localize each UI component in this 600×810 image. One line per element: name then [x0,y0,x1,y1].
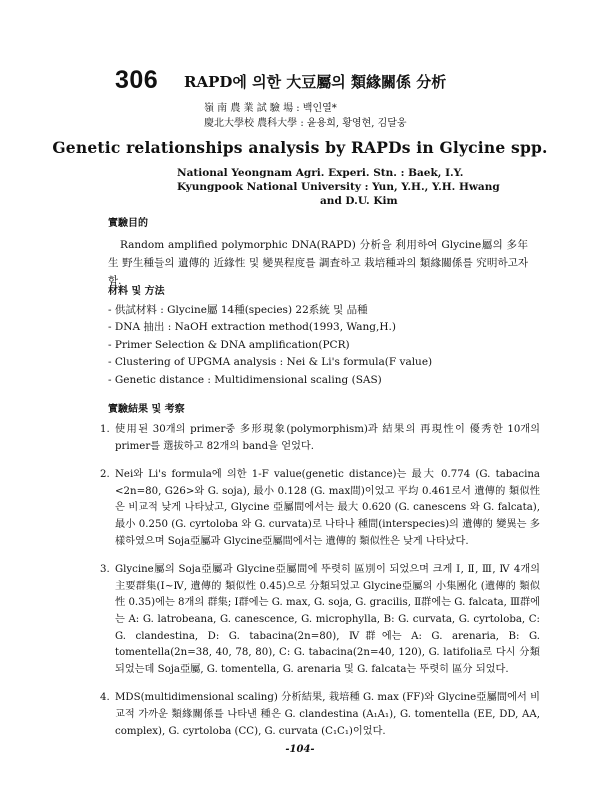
list-item: - Primer Selection & DNA amplification(PCR) [108,338,350,351]
english-author-line: National Yeongnam Agri. Experi. Stn. : Baek, I.Y. [177,167,464,179]
result-item [100,562,540,678]
result-item-text: MDS(multidimensional scaling) 分析結果, 栽培種 G. max (FF)와 Glycine亞屬間에서 비교적 가까운 類緣關係를 나타낸 種은 G. clandestina (A₁A₁), G. tomentella (EE, DD, AA, complex), G. cyrtoloba (CC), G. curvata (C₁C₁)이었다. [115,692,540,737]
korean-author-line: 嶺 南 農 業 試 驗 場 : 백인열* [204,103,337,114]
result-item-text: Glycine屬의 Soja亞屬과 Glycine亞屬間에 뚜렷히 區別이 되었으며 크게 Ⅰ, Ⅱ, Ⅲ, Ⅳ 4개의 主要群集(Ⅰ~Ⅳ, 遺傳的 類似性 0.45)으로 分類되었고 Glycine亞屬의 小集團化 (遺傳的 類似性 0.35)에는 8개의 群集; Ⅰ群에는 G. max, G. soja, G. gracilis, Ⅱ群에는 G. falcata, Ⅲ群에는 A: G. latrobeana, G. canescence, G. microphylla, B: G. curvata, G. cyrtoloba, C: G. clandestina, D: G. tabacina(2n=80), Ⅳ群에는 A: G. arenaria, B: G. tomentella(2n=38, 40, 78, 80), C: G. tabacina(2n=40, 120), G. latifolia로 다시 分類되었는데 Soja亞屬, G. tomentella, G. arenaria 및 G. falcata는 뚜렷히 區分 되었다. [115,564,540,675]
list-item: - Genetic distance : Multidimensional scaling (SAS) [108,373,382,386]
page-number: -104- [285,744,315,755]
result-item [100,422,540,455]
result-item-number: 2. [100,469,110,481]
objective-text: Random amplified polymorphic DNA(RAPD) 分析을 利用하여 Glycine屬의 多年生 野生種들의 遺傳的 近緣性 및 變異程度를 調査하고 栽培種과의 類緣關係를 究明하고자함. [108,239,528,287]
korean-author-line: 慶北大學校 農科大學 : 윤용희, 황영현, 김달웅 [204,118,407,129]
result-item [100,690,540,740]
english-title: Genetic relationships analysis by RAPDs in Glycine spp. [52,138,548,157]
english-author-line: Kyungpook National University : Yun, Y.H., Y.H. Hwang [177,181,500,193]
results-list [100,422,540,752]
english-authors [177,166,500,208]
result-item-number: 3. [100,564,110,576]
english-author-line: and D.U. Kim [320,195,398,207]
list-item: - Clustering of UPGMA analysis : Nei & Li's formula(F value) [108,356,433,369]
abstract-number: 306 [115,66,159,94]
result-item [100,467,540,550]
list-item: - 供試材料 : Glycine屬 14種(species) 22系統 및 品種 [108,304,368,316]
objective-heading: 實驗目的 [108,218,148,229]
korean-title: RAPD에 의한 大豆屬의 類緣關係 分析 [184,73,447,91]
result-item-text: 使用된 30개의 primer중 多形現象(polymorphism)과 結果의 再現性이 優秀한 10개의 primer를 選拔하고 82개의 band을 얻었다. [115,424,540,452]
results-heading: 實驗結果 및 考察 [108,404,185,415]
result-item-text: Nei와 Li's formula에 의한 1-F value(genetic distance)는 最大 0.774 (G. tabacina <2n=80, G26>와 G. soja), 最小 0.128 (G. max間)이었고 平均 0.461로서 遺傳的 類似性은 비교적 낮게 나타났고, Glycine 亞屬間에서는 最大 0.620 (G. canescens 와 G. falcata), 最小 0.250 (G. cyrtoloba 와 G. curvata)로 나타나 種間(interspecies)의 遺傳的 變異는 多樣하였으며 Soja亞屬과 Glycine亞屬間에서는 遺傳的 類似性은 낮게 나타났다. [115,469,540,547]
korean-authors [204,101,407,131]
result-item-number: 1. [100,424,110,435]
result-item-number: 4. [100,692,110,704]
materials-heading: 材料 및 方法 [108,286,165,297]
materials-list [108,302,432,389]
list-item: - DNA 抽出 : NaOH extraction method(1993, Wang,H.) [108,321,396,334]
